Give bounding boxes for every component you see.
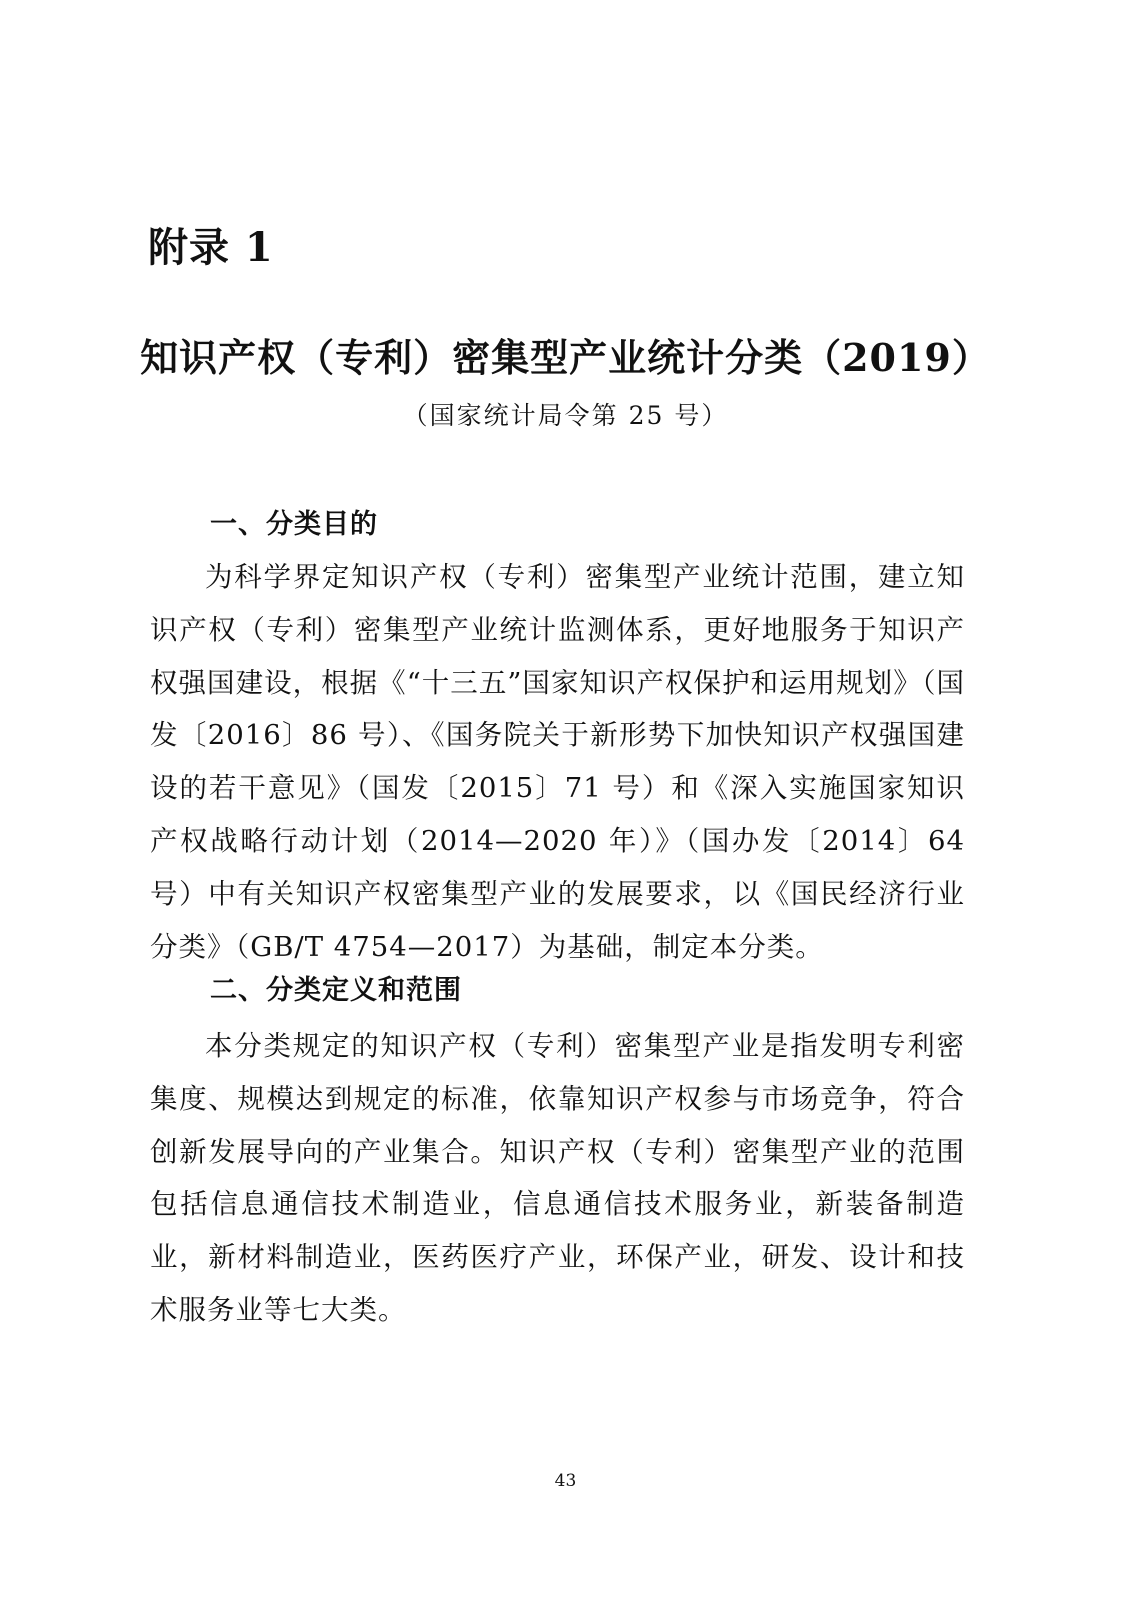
section-paragraph-definition: 本分类规定的知识产权（专利）密集型产业是指发明专利密集度、规模达到规定的标准，依靠知识产权参与市场竞争，符合创新发展导向的产业集合。知识产权（专利）密集型产业的范围包括信息通信技术制造业，信息通信技术服务业，新装备制造业，新材料制造业，医药医疗产业，环保产业，研发、设计和技术服务业等七大类。 (150, 1030, 965, 1326)
section-paragraph-purpose: 为科学界定知识产权（专利）密集型产业统计范围，建立知识产权（专利）密集型产业统计监测体系，更好地服务于知识产权强国建设，根据《“十三五”国家知识产权保护和运用规划》（国发〔2016〕86 号）、《国务院关于新形势下加快知识产权强国建设的若干意见》（国发〔2015〕71 号）和《深入实施国家知识产权战略行动计划（2014—2020 年）》（国办发〔2014〕64 号）中有关知识产权密集型产业的发展要求，以《国民经济行业分类》（GB/T 4754—2017）为基础，制定本分类。 (150, 561, 965, 963)
appendix-label: 附录 1 (148, 224, 274, 271)
section-heading-definition: 二、分类定义和范围 (210, 975, 462, 1006)
page-number: 43 (554, 1471, 577, 1491)
document-title: 知识产权（专利）密集型产业统计分类（2019） (140, 335, 991, 380)
document-subtitle: （国家统计局令第 25 号） (402, 401, 729, 430)
section-heading-purpose: 一、分类目的 (210, 509, 378, 540)
